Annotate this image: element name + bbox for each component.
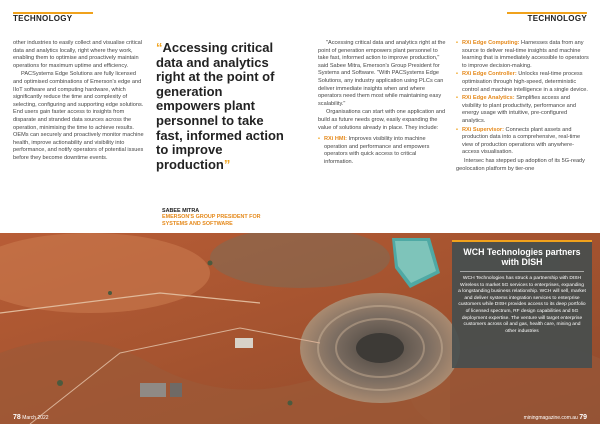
bullet-label: RXi Edge Controller: bbox=[462, 71, 517, 78]
quote-author-name: SABEE MITRA bbox=[162, 208, 200, 214]
footer-left bbox=[13, 414, 49, 421]
bullet-rxi-edge-analytics bbox=[456, 95, 590, 125]
sidebar-title: WCH Technologies partners with DISH bbox=[463, 247, 581, 267]
site-url: miningmagazine.com.au bbox=[523, 415, 578, 421]
col1-paragraph-1: other industries to easily collect and visualise critical data and analytics locally, right where they work, enabling them to optimise and proactively maintain operations for maximum uptime and efficiency. bbox=[13, 40, 143, 69]
bullet-rxi-hmi bbox=[318, 136, 446, 166]
column-1 bbox=[13, 40, 146, 164]
bullet-icon: • bbox=[318, 136, 320, 143]
sidebar-accent-band bbox=[452, 240, 592, 242]
sidebar-box bbox=[452, 240, 592, 368]
quote-attribution bbox=[162, 208, 261, 227]
open-quote-mark: “ bbox=[156, 40, 163, 55]
bullet-label: RXi Supervisor: bbox=[462, 126, 504, 133]
pull-quote-text: Accessing critical data and analytics right at the point of generation empowers plant personnel to take fast, informed action to improve production bbox=[156, 40, 284, 172]
bullet-icon: • bbox=[456, 40, 458, 46]
bullet-text: Unlocks real-time process optimisation through high-speed, deterministic control and machine intelligence in a single device. bbox=[462, 71, 588, 93]
bullet-label: RXi HMI: bbox=[324, 136, 347, 143]
bullet-rxi-supervisor bbox=[456, 127, 590, 157]
issue-date: March 2022 bbox=[22, 415, 49, 421]
section-header-right: TECHNOLOGY bbox=[527, 14, 587, 23]
column-4 bbox=[456, 40, 590, 174]
sidebar-divider bbox=[460, 271, 584, 272]
quote-author-title-1: EMERSON'S GROUP PRESIDENT FOR bbox=[162, 214, 261, 221]
col1-paragraph-2: PACSystems Edge Solutions are fully licensed and optimised combinations of Emerson's edge and IIoT software and computing hardware, which significantly reduce the time and complexity of selecting, configuring and supporting edge solutions. End users gain faster access to insights from disparate and stranded data sources across the operation, minimising the time to achieve results. OEMs can securely and proactively monitor machine health, improve actionability and visibility into performance, and notify operators of potential issues before they become downtime events. bbox=[13, 71, 144, 161]
footer-right bbox=[524, 414, 587, 421]
bullet-label: RXi Edge Analytics: bbox=[462, 95, 515, 102]
pull-quote bbox=[156, 41, 288, 172]
bullet-icon: • bbox=[456, 95, 458, 102]
bullet-icon: • bbox=[456, 126, 458, 133]
page-number-left: 78 bbox=[13, 414, 21, 421]
quote-author-title-2: SYSTEMS AND SOFTWARE bbox=[162, 220, 233, 227]
bullet-icon: • bbox=[456, 71, 458, 78]
bullet-text: Harnesses data from any source to deliver real-time insights and machine learning that is immediately accessible to operators to improve decision-making. bbox=[462, 40, 589, 69]
bullet-text: Improves visibility into machine operation and performance and empowers operators with quick access to critical information. bbox=[324, 136, 430, 165]
bullet-rxi-edge-controller bbox=[456, 71, 590, 94]
bullet-text: Connects plant assets and production data into a comprehensive, real-time view of production operations with anywhere-access visualisation. bbox=[462, 126, 581, 156]
col4-paragraph-last: Intersec has stepped up adoption of its 5G-ready geolocation platform by tier-one bbox=[456, 157, 585, 172]
page-number-right: 79 bbox=[579, 414, 587, 421]
col3-paragraph-2: Organisations can start with one application and build as future needs grow, easily expanding the value of solutions already in place. They include: bbox=[318, 109, 446, 131]
section-header-left: TECHNOLOGY bbox=[13, 14, 73, 23]
col3-paragraph-1: "Accessing critical data and analytics right at the point of generation empowers plant personnel to take fast, informed action to improve production," said Sabee Mitra, Emerson's Group President for Systems and Software. "With PACSystems Edge Solutions, any industry application using PLCs can deliver immediate insights when and where operators need them most while maintaining easy scalability." bbox=[318, 40, 446, 107]
sidebar-body: WCH Technologies has struck a partnership with DISH Wireless to market 5G services to enterprises, expanding a longstanding business relationship. WCH will sell, market and deliver systems integration services to enterprise customers while DISH provides access to its deep portfolio of licensed spectrum, RF design capabilities and 5G deployment expertise. The venture will target enterprise customers across oil and gas, health care, mining and other industries bbox=[458, 276, 586, 334]
bullet-rxi-edge-computing bbox=[456, 40, 590, 70]
bullet-text: Simplifies access and visibility to plant productivity, performance and energy usage with intuitive, pre-configured analytics. bbox=[462, 95, 576, 124]
close-quote-mark: ” bbox=[223, 156, 231, 172]
column-3 bbox=[318, 40, 446, 168]
bullet-label: RXi Edge Computing: bbox=[462, 40, 520, 46]
